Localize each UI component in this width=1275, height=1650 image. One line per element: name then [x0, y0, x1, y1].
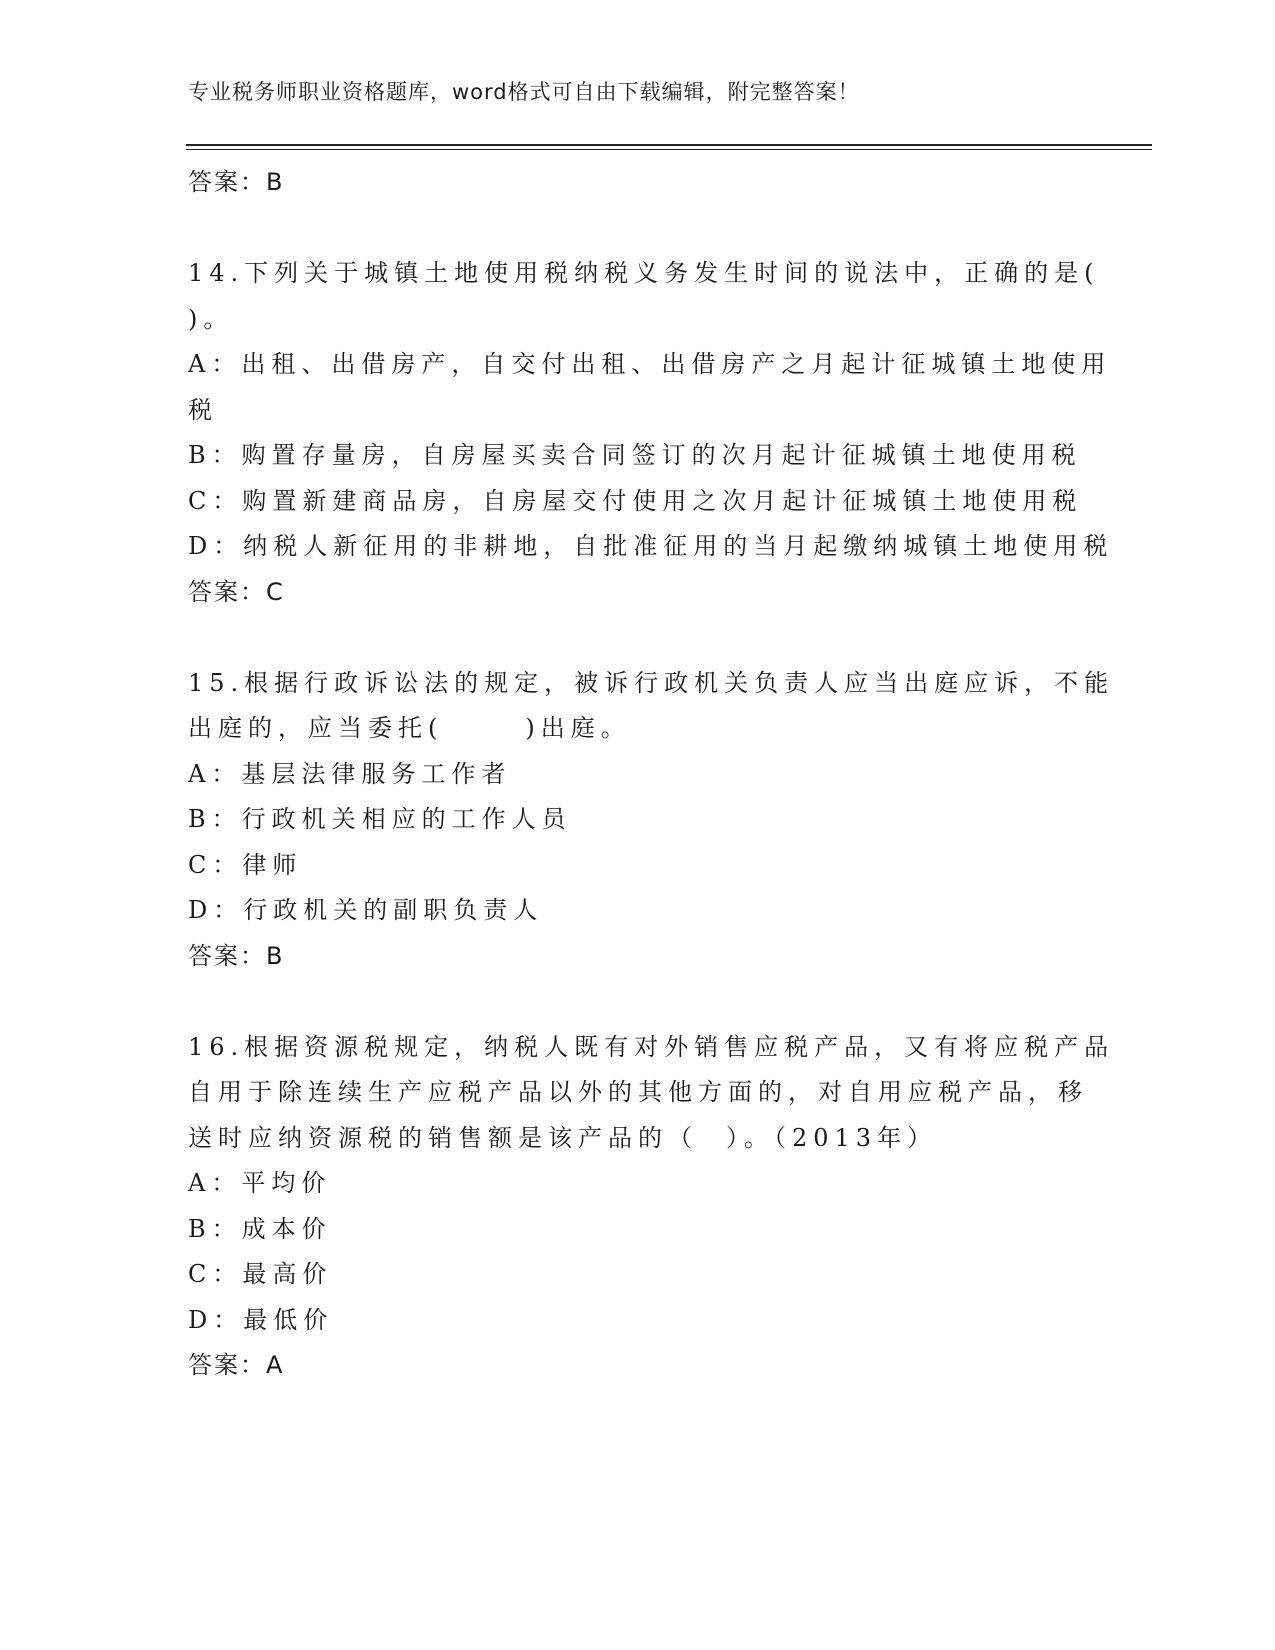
- option-b: B：成本价: [188, 1214, 332, 1243]
- header-rule-thin: [186, 149, 1152, 150]
- option-b: B：行政机关相应的工作人员: [188, 805, 572, 833]
- question-stem: 15.根据行政诉讼法的规定，被诉行政机关负责人应当出庭应诉，不能: [188, 668, 1115, 697]
- option-d: D：行政机关的副职负责人: [188, 896, 544, 924]
- question-15: [188, 661, 1115, 980]
- answer: 答案：C: [188, 577, 285, 606]
- question-stem: [188, 706, 1088, 752]
- question-14: [188, 251, 1114, 615]
- header-rule-thick: [186, 144, 1152, 146]
- option-a: A：基层法律服务工作者: [188, 759, 512, 788]
- answer: 答案：B: [188, 941, 285, 970]
- option-c: C：最高价: [188, 1260, 333, 1288]
- option-a: A：平均价: [188, 1169, 332, 1197]
- option-d: D：纳税人新征用的非耕地，自批准征用的当月起缴纳城镇土地使用税: [188, 532, 1114, 560]
- question-stem: 16.根据资源税规定，纳税人既有对外销售应税产品，又有将应税产品: [188, 1032, 1115, 1061]
- stem-text: 出庭的，应当委托(: [188, 714, 444, 742]
- question-stem: [188, 1116, 1088, 1162]
- stem-text: )出庭。: [525, 714, 631, 742]
- option-a: 税: [188, 395, 218, 424]
- question-stem: 自用于除连续生产应税产品以外的其他方面的，对自用应税产品，移: [188, 1078, 1088, 1106]
- option-b: B：购置存量房，自房屋买卖合同签订的次月起计征城镇土地使用税: [188, 441, 1082, 469]
- stem-text: ）。（2013年）: [726, 1123, 938, 1152]
- document-body: [188, 160, 1115, 1389]
- option-c: C：律师: [188, 850, 303, 879]
- answer-previous: 答案：B: [188, 168, 285, 196]
- page-header: 专业税务师职业资格题库，word格式可自由下载编辑，附完整答案！: [188, 80, 860, 104]
- question-16: [188, 1025, 1115, 1389]
- stem-text: 送时应纳资源税的销售额是该产品的（: [188, 1123, 698, 1152]
- option-a: A：出租、出借房产，自交付出租、出借房产之月起计征城镇土地使用: [188, 350, 1112, 378]
- question-stem: 14.下列关于城镇土地使用税纳税义务发生时间的说法中，正确的是(: [188, 259, 1100, 287]
- option-c: C：购置新建商品房，自房屋交付使用之次月起计征城镇土地使用税: [188, 486, 1083, 515]
- question-stem: )。: [188, 304, 234, 333]
- option-d: D：最低价: [188, 1305, 334, 1334]
- answer: 答案：A: [188, 1351, 285, 1379]
